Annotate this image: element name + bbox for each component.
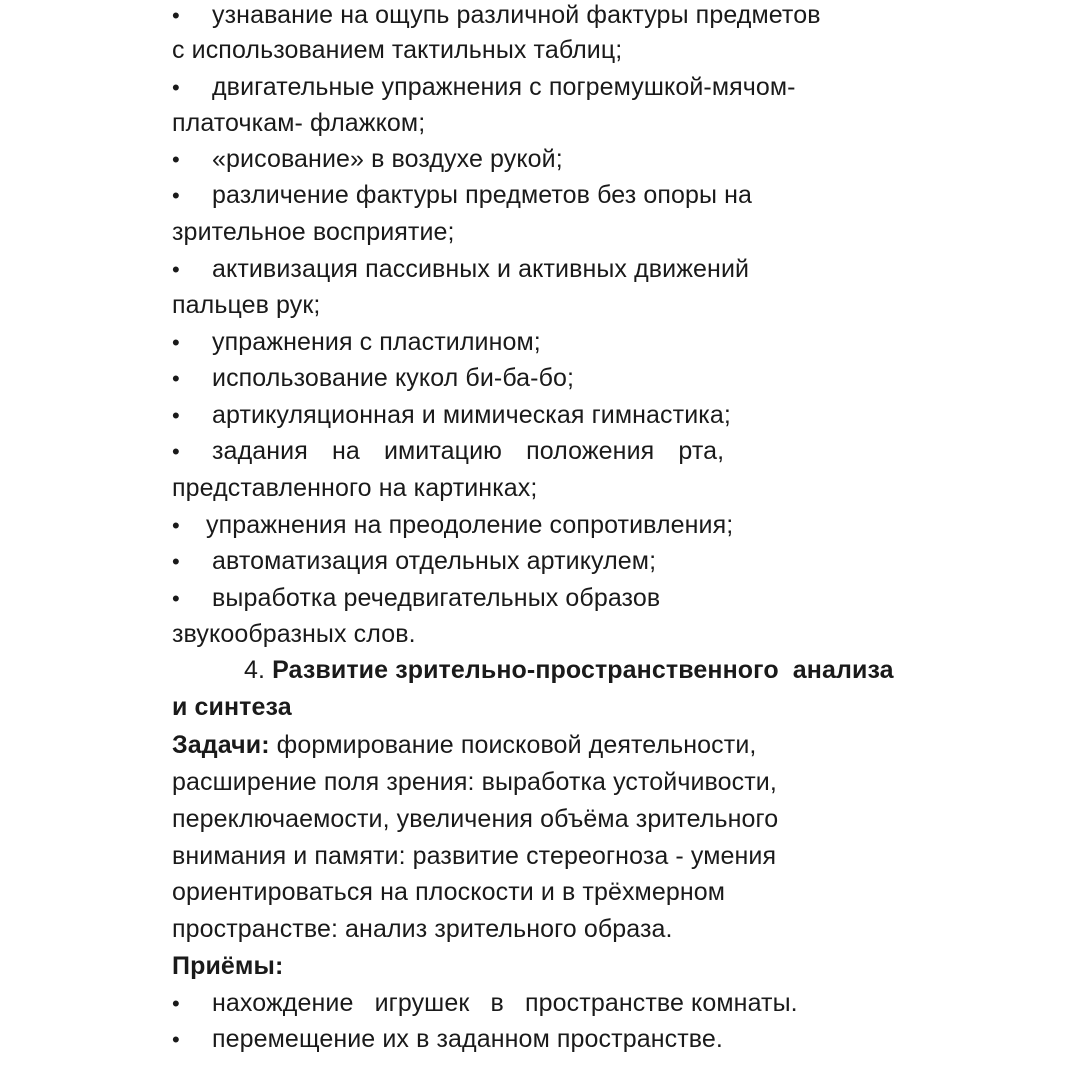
- list-item: [172, 985, 798, 1022]
- list-item-text: активизация пассивных и активных движений: [212, 255, 750, 283]
- list-item: [172, 251, 749, 288]
- list-item-text: узнавание на ощупь различной фактуры предметов: [212, 1, 821, 29]
- bullet: •: [172, 1027, 180, 1052]
- list-item-text: упражнения на преодоление сопротивления;: [206, 511, 734, 539]
- list-item-continuation: представленного на картинках;: [172, 474, 538, 502]
- list-item: [172, 69, 796, 106]
- list-item-text: артикуляционная и мимическая гимнастика;: [212, 401, 731, 429]
- list-item-text: автоматизация отдельных артикулем;: [212, 547, 657, 575]
- list-item: [172, 543, 656, 580]
- list-item-continuation: платочкам- флажком;: [172, 109, 426, 137]
- list-item-continuation: пальцев рук;: [172, 291, 321, 319]
- list-item: [172, 1021, 723, 1058]
- list-item-continuation: с использованием тактильных таблиц;: [172, 36, 623, 64]
- bullet: •: [172, 330, 180, 355]
- list-item: [172, 507, 733, 544]
- bullet: •: [172, 549, 180, 574]
- bullet: •: [172, 991, 180, 1016]
- bullet: •: [172, 75, 180, 100]
- list-item: [172, 360, 574, 397]
- tasks-paragraph-line: внимания и памяти: развитие стереогноза - умения: [172, 842, 777, 870]
- list-item-text: различение фактуры предметов без опоры на: [212, 181, 752, 209]
- bullet: •: [172, 257, 180, 282]
- list-item-text: использование кукол би-ба-бо;: [212, 364, 575, 392]
- list-item-text: задания на имитацию положения рта,: [212, 437, 725, 465]
- section-title: Развитие зрительно-пространственного анализа: [272, 656, 894, 684]
- bullet: •: [172, 366, 180, 391]
- tasks-paragraph-line: пространстве: анализ зрительного образа.: [172, 915, 673, 943]
- bullet: •: [172, 3, 180, 28]
- list-item: [172, 580, 660, 617]
- list-item-text: двигательные упражнения с погремушкой-мячом-: [212, 73, 796, 101]
- list-item-text: упражнения с пластилином;: [212, 328, 541, 356]
- bullet: •: [172, 147, 180, 172]
- section-heading: [244, 652, 894, 688]
- tasks-label: Задачи:: [172, 731, 270, 759]
- methods-label: Приёмы:: [172, 952, 284, 980]
- bullet: •: [172, 183, 180, 208]
- list-item: [172, 324, 541, 361]
- bullet: •: [172, 439, 180, 464]
- section-title-continuation: и синтеза: [172, 693, 292, 721]
- list-item: [172, 433, 724, 470]
- list-item: [172, 397, 731, 434]
- tasks-paragraph-line: расширение поля зрения: выработка устойчивости,: [172, 768, 777, 796]
- tasks-paragraph-line: [172, 727, 756, 763]
- list-item-continuation: звукообразных слов.: [172, 620, 416, 648]
- list-item: [172, 141, 563, 178]
- list-item-text: выработка речедвигательных образов: [212, 584, 661, 612]
- section-number: 4.: [244, 656, 266, 684]
- tasks-text: формирование поисковой деятельности,: [269, 731, 757, 759]
- tasks-paragraph-line: переключаемости, увеличения объёма зрительного: [172, 805, 779, 833]
- tasks-paragraph-line: ориентироваться на плоскости и в трёхмерном: [172, 878, 726, 906]
- list-item: [172, 0, 821, 34]
- list-item-text: «рисование» в воздухе рукой;: [212, 145, 563, 173]
- list-item-text: перемещение их в заданном пространстве.: [212, 1025, 723, 1053]
- bullet: •: [172, 513, 180, 538]
- list-item-text: нахождение игрушек в пространстве комнаты.: [212, 989, 798, 1017]
- bullet: •: [172, 403, 180, 428]
- list-item: [172, 177, 752, 214]
- list-item-continuation: зрительное восприятие;: [172, 218, 455, 246]
- bullet: •: [172, 586, 180, 611]
